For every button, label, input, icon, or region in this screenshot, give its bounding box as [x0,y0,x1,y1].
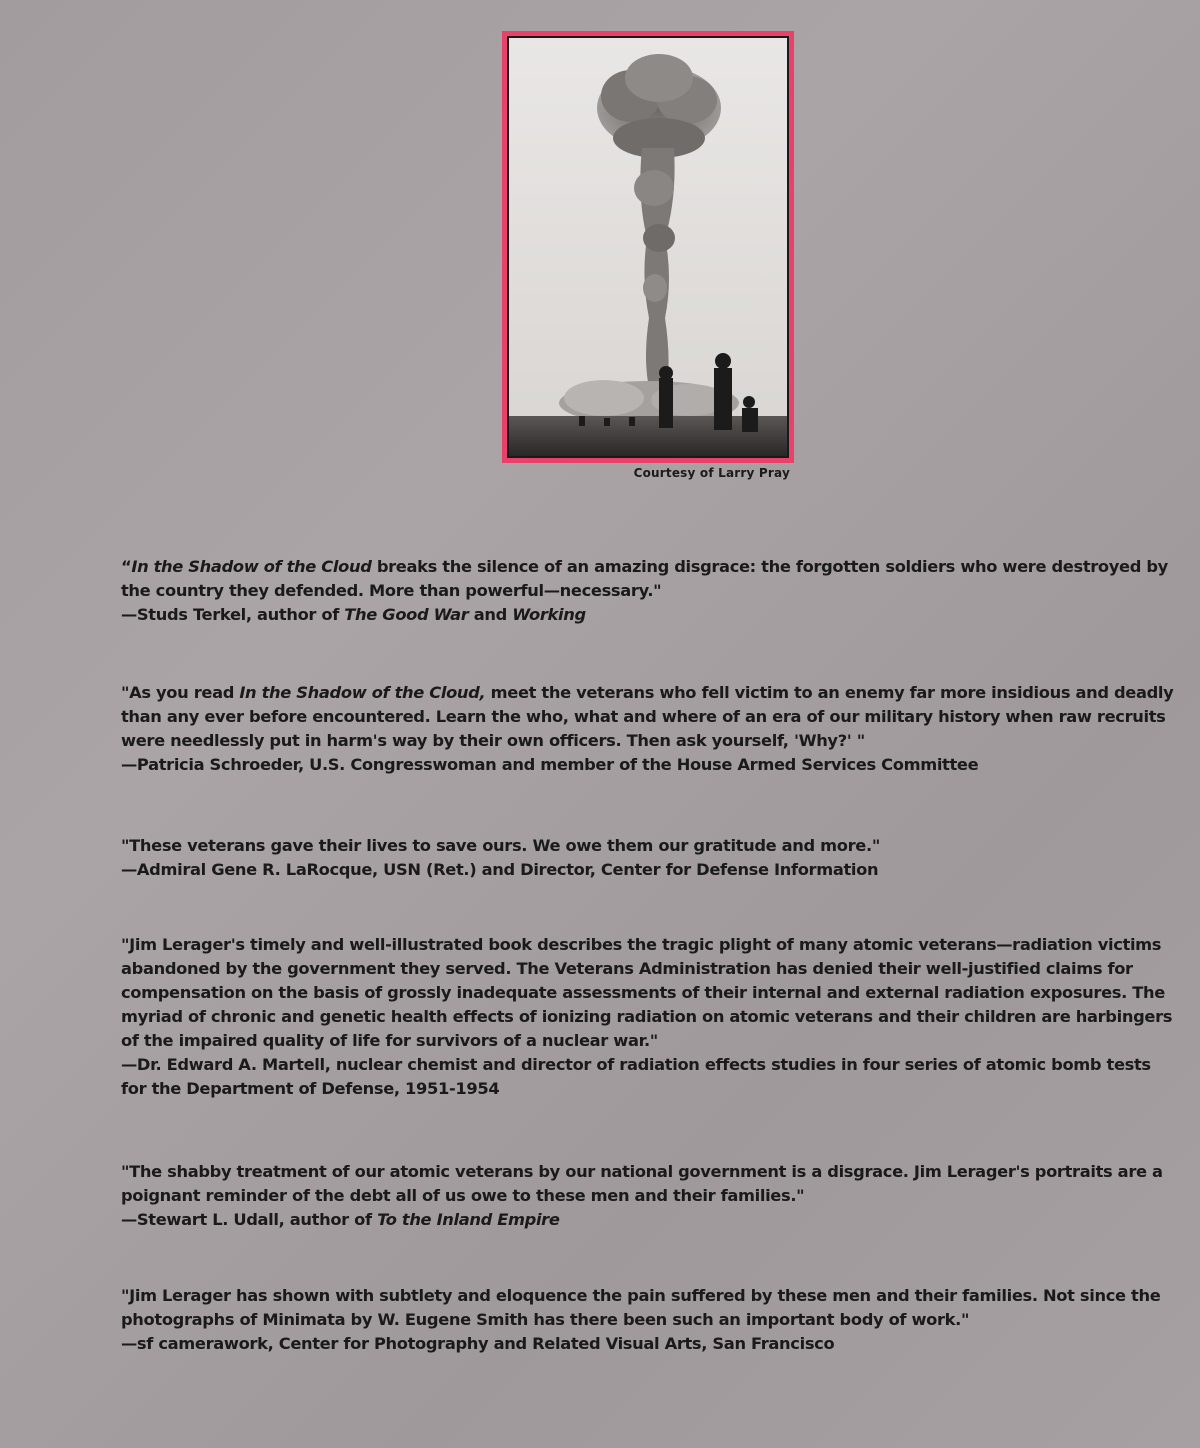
quote-studs-terkel [121,555,1181,627]
quote-attribution [121,1208,1181,1232]
quote-edward-martell [121,933,1181,1101]
attribution-author: —Studs Terkel, author of [121,605,345,624]
attribution-work: The Good War [344,605,469,624]
quote-body: "As you read [121,683,240,702]
mushroom-cloud-photo [507,36,789,458]
book-title: In the Shadow of the Cloud, [239,683,486,702]
book-title: In the Shadow of the Cloud [131,557,372,576]
quote-text: "These veterans gave their lives to save ours. We owe them our gratitude and more." [121,836,880,855]
quote-attribution: —Admiral Gene R. LaRocque, USN (Ret.) and Director, Center for Defense Information [121,860,879,879]
mushroom-cloud-illustration [509,38,787,456]
quote-stewart-udall [121,1160,1181,1232]
quote-text: “In the Shadow of the Cloud breaks the silence of an amazing disgrace: the forgotten soldiers who were destroyed by the country they defended. More than powerful—necessary." [121,557,1168,600]
attribution-and: and [468,605,513,624]
quote-text: "Jim Lerager has shown with subtlety and eloquence the pain suffered by these men and their families. Not since the photographs of Minimata by W. Eugene Smith has there been such an important body of work." [121,1286,1161,1329]
quote-gene-larocque [121,834,1181,882]
quote-text [121,681,1181,753]
quote-text: "The shabby treatment of our atomic veterans by our national government is a disgrace. Jim Lerager's portraits are a poignant reminder of the debt all of us owe to these men and their families." [121,1162,1163,1205]
photo-frame [502,31,794,463]
quote-sf-camerawork [121,1284,1181,1356]
photo-credit: Courtesy of Larry Pray [633,466,790,480]
quote-body: breaks the silence of an amazing disgrace: the forgotten soldiers who were destroyed by the country they defended. More than powerful—necessary." [121,557,1168,600]
quote-patricia-schroeder [121,681,1181,777]
attribution-work: To the Inland Empire [377,1210,560,1229]
quote-attribution [121,603,1181,627]
quote-attribution: —sf camerawork, Center for Photography and Related Visual Arts, San Francisco [121,1334,835,1353]
quote-attribution: —Dr. Edward A. Martell, nuclear chemist and director of radiation effects studies in four series of atomic bomb tests for the Department of Defense, 1951-1954 [121,1055,1151,1098]
attribution-author: —Stewart L. Udall, author of [121,1210,378,1229]
attribution-work: Working [512,605,586,624]
quote-text: "Jim Lerager's timely and well-illustrated book describes the tragic plight of many atomic veterans—radiation victims abandoned by the government they served. The Veterans Administration has denied their well-justified claims for compensation on the basis of grossly inadequate assessments of their internal and external radiation exposures. The myriad of chronic and genetic health effects of ionizing radiation on atomic veterans and their children are harbingers of the impaired quality of life for survivors of a nuclear war." [121,935,1173,1050]
quote-body: meet the veterans who fell victim to an enemy far more insidious and deadly than any ever before encountered. Learn the who, what and where of an era of our military history when raw recruits were needlessly put in harm's way by their own officers. Then ask yourself, 'Why?' " [121,683,1174,750]
quote-attribution: —Patricia Schroeder, U.S. Congresswoman and member of the House Armed Services Committee [121,755,979,774]
